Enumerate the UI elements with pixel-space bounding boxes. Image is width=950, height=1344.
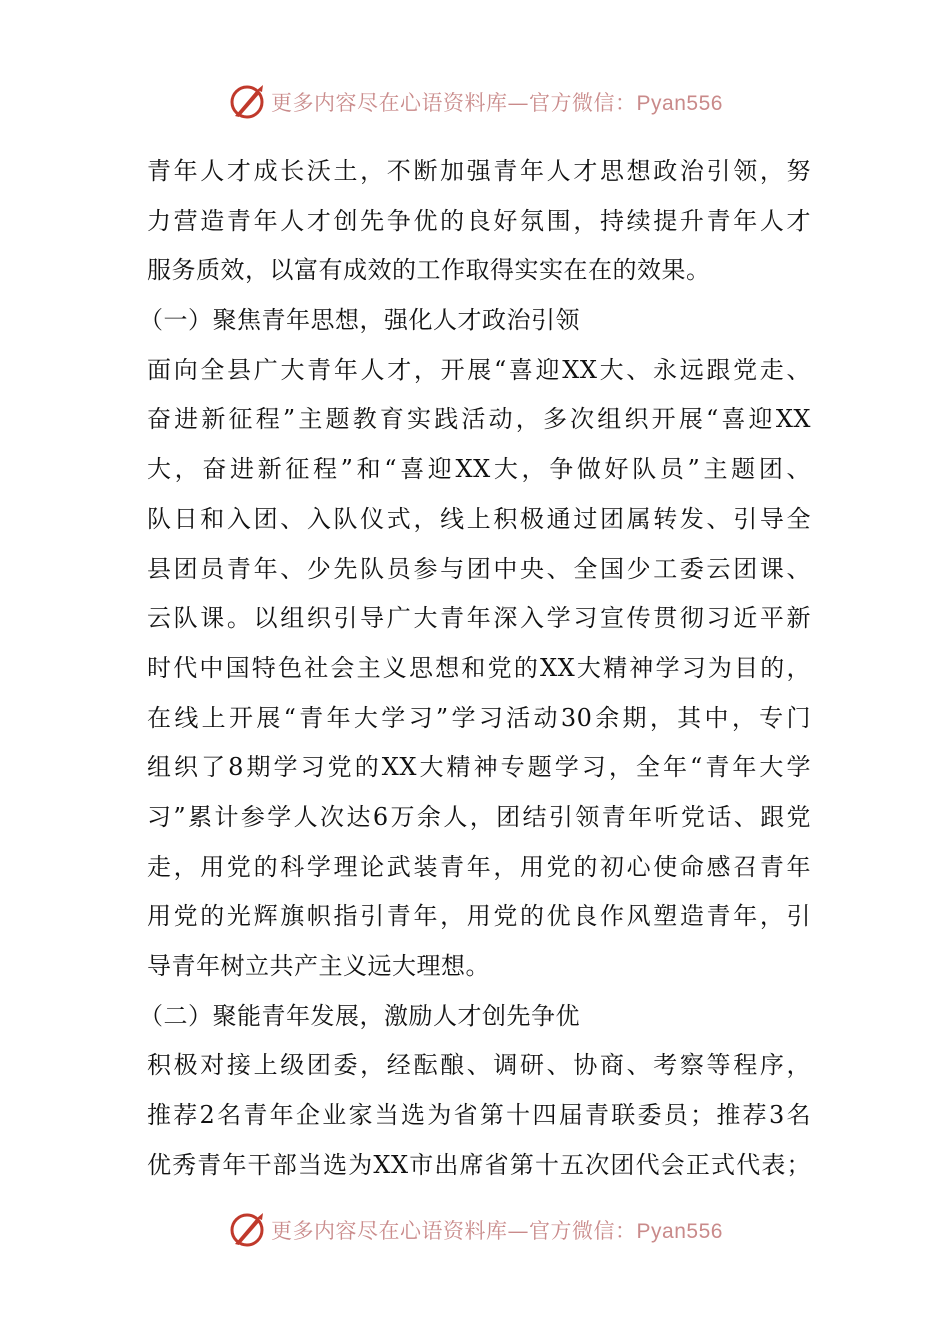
paragraph-line: 青年人才成长沃土，不断加强青年人才思想政治引领，努 <box>147 157 811 185</box>
section-heading: （一）聚焦青年思想，强化人才政治引领 <box>139 306 580 335</box>
watermark-handle: Pyan556 <box>636 1220 723 1243</box>
paragraph-line: 队日和入团、入队仪式，线上积极通过团属转发、引导全 <box>147 504 811 533</box>
watermark-text: 更多内容尽在心语资料库—官方微信：Pyan556 <box>271 1219 723 1243</box>
paragraph-line: 推荐2名青年企业家当选为省第十四届青联委员；推荐3名 <box>147 1101 811 1130</box>
watermark-handle: Pyan556 <box>636 92 723 115</box>
paragraph-line: 用党的光辉旗帜指引青年，用党的优良作风塑造青年，引 <box>147 902 811 931</box>
header-watermark <box>0 80 950 124</box>
paragraph-line: 导青年树立共产主义远大理想。 <box>147 952 490 980</box>
paragraph-line: 服务质效，以富有成效的工作取得实实在在的效果。 <box>147 256 711 285</box>
paragraph-line: 奋进新征程”主题教育实践活动，多次组织开展“喜迎XX <box>147 405 811 434</box>
paragraph-line: 县团员青年、少先队员参与团中央、全国少工委云团课、 <box>147 554 811 583</box>
paragraph-line: 时代中国特色社会主义思想和党的XX大精神学习为目的， <box>147 653 811 682</box>
document-body <box>139 147 811 1190</box>
paragraph-line: 走，用党的科学理论武装青年，用党的初心使命感召青年 <box>147 852 811 881</box>
section-heading: （二）聚能青年发展，激励人才创先争优 <box>139 1001 580 1030</box>
paragraph-line: 组织了8期学习党的XX大精神专题学习，全年“青年大学 <box>147 753 811 782</box>
watermark-text: 更多内容尽在心语资料库—官方微信：Pyan556 <box>271 91 723 115</box>
paragraph-line: 在线上开展“青年大学习”学习活动30余期，其中，专门 <box>147 703 811 732</box>
footer-watermark <box>0 1208 950 1252</box>
paragraph-line: 力营造青年人才创先争优的良好氛围，持续提升青年人才 <box>147 206 811 235</box>
quill-pen-circle-icon <box>227 1210 267 1250</box>
paragraph-line: 面向全县广大青年人才，开展“喜迎XX大、永远跟党走、 <box>147 355 811 384</box>
paragraph-line: 积极对接上级团委，经酝酿、调研、协商、考察等程序， <box>147 1051 811 1080</box>
paragraph-line: 习”累计参学人次达6万余人，团结引领青年听党话、跟党 <box>147 802 811 831</box>
paragraph-line: 云队课。以组织引导广大青年深入学习宣传贯彻习近平新 <box>147 604 811 633</box>
quill-pen-circle-icon <box>227 82 267 122</box>
paragraph-line: 大，奋进新征程”和“喜迎XX大，争做好队员”主题团、 <box>147 455 811 484</box>
paragraph-line: 优秀青年干部当选为XX市出席省第十五次团代会正式代表； <box>147 1150 811 1179</box>
